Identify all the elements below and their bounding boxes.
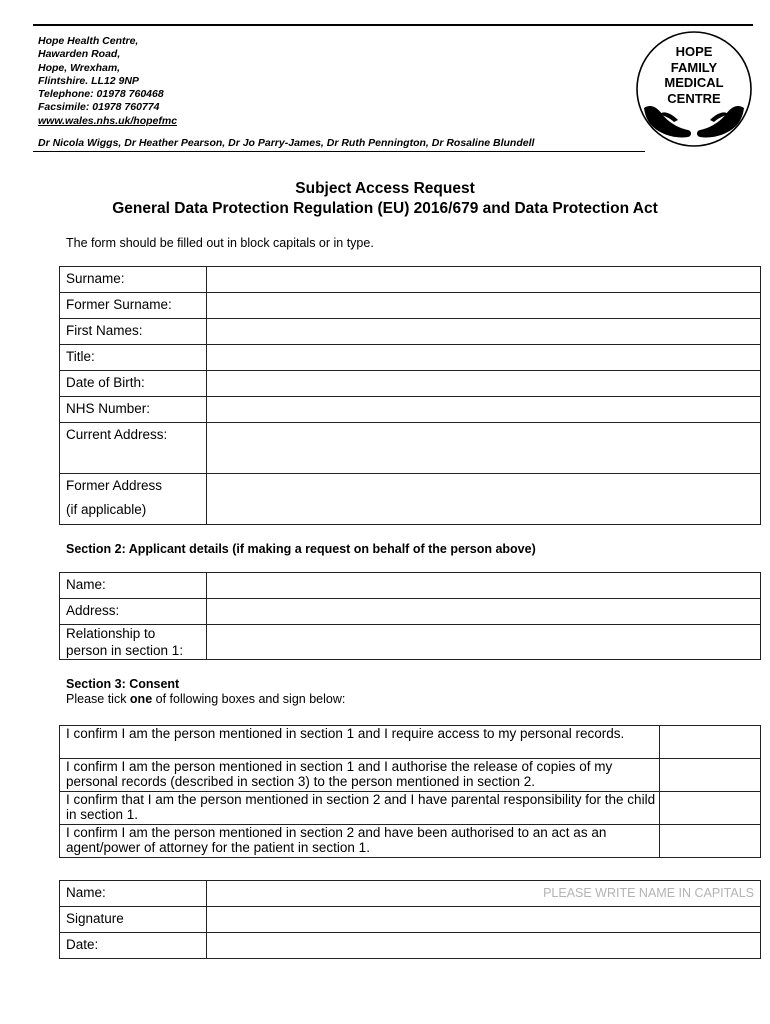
table-row [60,371,761,397]
header-bottom-rule [33,151,645,152]
address-line: Hope Health Centre, [38,35,139,47]
current-address-field[interactable] [207,423,761,474]
field-label-line: Relationship to [66,626,156,641]
field-label: Date: [60,933,207,959]
date-of-birth-field[interactable] [207,371,761,397]
website-link[interactable]: www.wales.nhs.uk/hopefmc [38,114,178,127]
consent-option-text: I confirm I am the person mentioned in section 1 and I authorise the release of copies of my personal records (described in section 3) to the person mentioned in section 2. [60,759,660,792]
section3-instruction: Please tick one of following boxes and sign below: [66,692,346,706]
table-row [60,319,761,345]
table-row [60,293,761,319]
consent-option-text: I confirm I am the person mentioned in section 2 and have been authorised to an act as an agent/power of attorney for the patient in section 1. [60,825,660,858]
first-names-field[interactable] [207,319,761,345]
date-field[interactable] [207,933,761,959]
address-line: Flintshire. LL12 9NP [38,74,139,87]
applicant-address-field[interactable] [207,599,761,625]
table-row [60,933,761,959]
field-label: Surname: [60,267,207,293]
consent-checkbox[interactable] [660,792,761,825]
field-label: First Names: [60,319,207,345]
consent-checkbox[interactable] [660,726,761,759]
table-row [60,267,761,293]
title-field[interactable] [207,345,761,371]
section3-consent-options [59,725,761,858]
logo-word: HOPE [675,44,713,59]
form-title [0,179,770,219]
table-row [60,792,761,825]
table-row [60,423,761,474]
table-row [60,397,761,423]
consent-option-text: I confirm that I am the person mentioned in section 2 and I have parental responsibility for the child in section 1. [60,792,660,825]
surname-field[interactable] [207,267,761,293]
logo-word: MEDICAL [664,75,724,90]
practice-address [38,35,177,128]
telephone: Telephone: 01978 760468 [38,88,164,101]
table-row [60,474,761,525]
relationship-field[interactable] [207,625,761,660]
field-label-line: Former Address [66,478,163,493]
form-title-line2: General Data Protection Regulation (EU) 2016/679 and Data Protection Act [112,200,658,217]
table-row [60,625,761,660]
field-label: Signature [60,907,207,933]
facsimile: Facsimile: 01978 760774 [38,101,160,114]
field-label-line: (if applicable) [66,502,147,517]
table-row [60,825,761,858]
header-top-rule [33,24,753,26]
logo-text [634,44,754,106]
field-label [60,625,207,660]
section1-patient-details [59,266,761,525]
table-row [60,573,761,599]
section3-title: Section 3: Consent [66,677,180,691]
field-label-line: person in section 1: [66,643,184,658]
field-label: Name: [60,573,207,599]
doctors-list: Dr Nicola Wiggs, Dr Heather Pearson, Dr Jo Parry-James, Dr Ruth Pennington, Dr Rosaline Blundell [38,137,535,149]
form-instruction: The form should be filled out in block capitals or in type. [66,236,374,250]
applicant-name-field[interactable] [207,573,761,599]
table-row [60,599,761,625]
table-row [60,759,761,792]
field-label [60,474,207,525]
former-address-field[interactable] [207,474,761,525]
consent-checkbox[interactable] [660,825,761,858]
field-label: NHS Number: [60,397,207,423]
nhs-number-field[interactable] [207,397,761,423]
section2-applicant-details [59,572,761,660]
table-row [60,907,761,933]
field-label: Address: [60,599,207,625]
former-surname-field[interactable] [207,293,761,319]
signature-field[interactable] [207,907,761,933]
field-label: Current Address: [60,423,207,474]
section3-header [66,677,345,707]
field-label: Name: [60,881,207,907]
practice-logo [634,30,754,150]
logo-word: FAMILY [670,59,718,75]
table-row [60,881,761,907]
table-row [60,345,761,371]
section2-title: Section 2: Applicant details (if making a request on behalf of the person above) [66,542,536,556]
address-line: Hope, Wrexham, [38,61,121,74]
address-line: Hawarden Road, [38,48,121,61]
field-label: Former Surname: [60,293,207,319]
signature-block [59,880,761,959]
table-row [60,726,761,759]
consent-option-text: I confirm I am the person mentioned in section 1 and I require access to my personal records. [60,726,660,759]
signatory-name-field[interactable]: PLEASE WRITE NAME IN CAPITALS [207,881,761,907]
form-title-line1: Subject Access Request [295,180,475,197]
logo-word: CENTRE [667,90,721,106]
field-label: Date of Birth: [60,371,207,397]
consent-checkbox[interactable] [660,759,761,792]
field-label: Title: [60,345,207,371]
